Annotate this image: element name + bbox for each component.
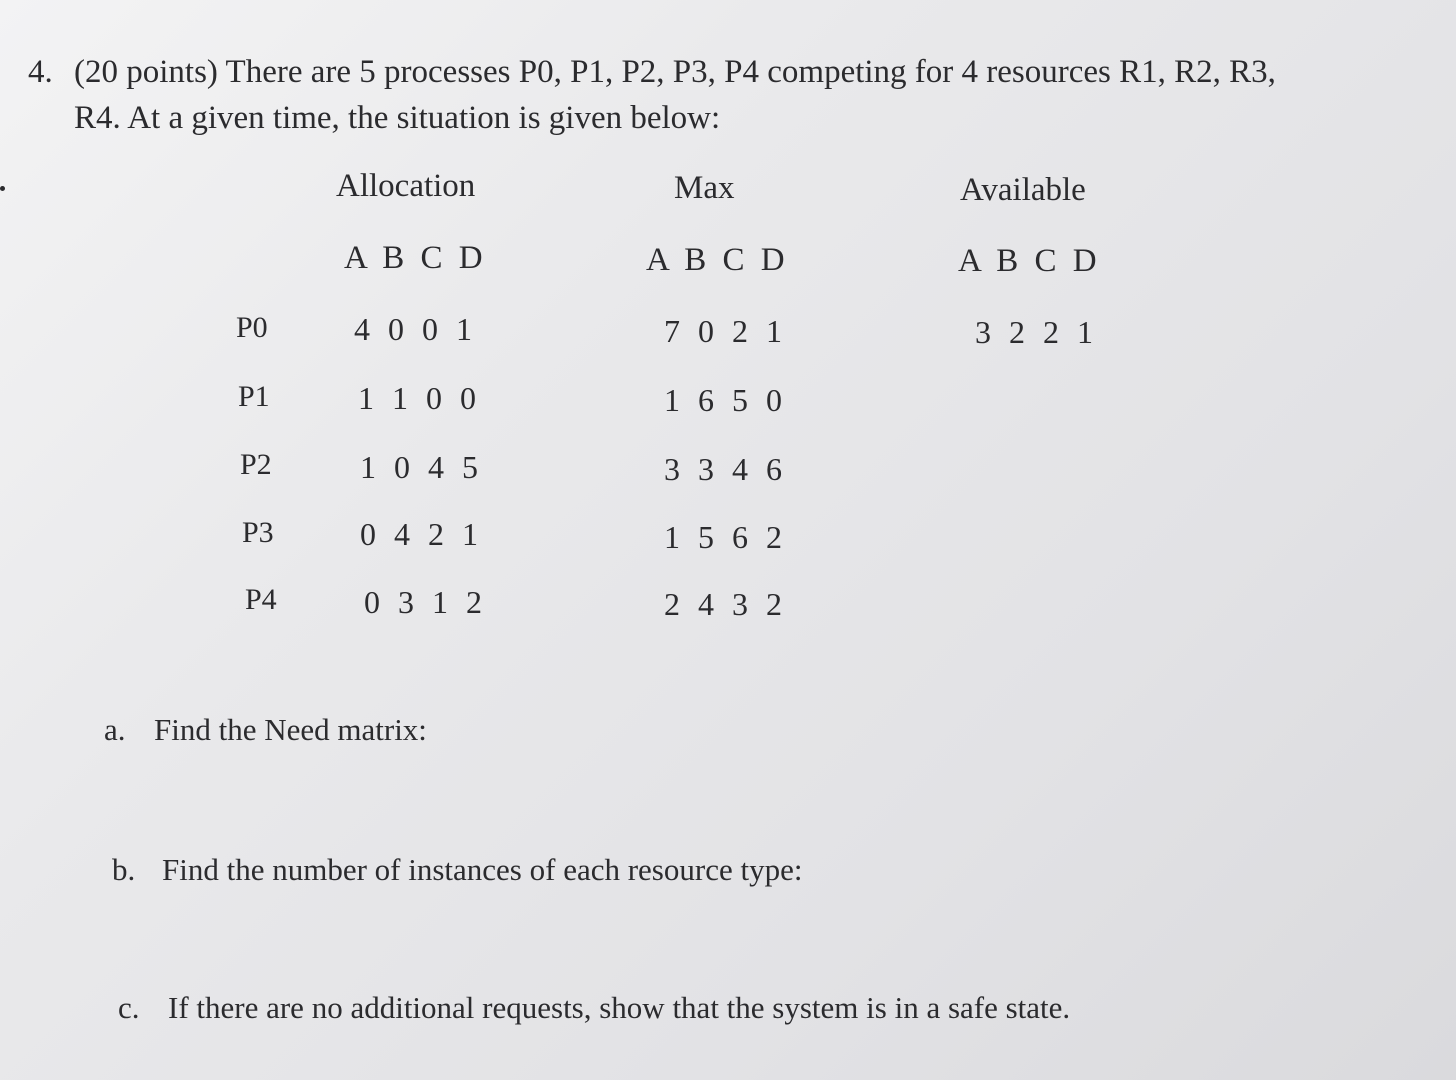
part-a — [104, 712, 427, 748]
allocation-cell: 4 0 0 1 — [354, 311, 477, 347]
allocation-cell: 0 3 1 2 — [364, 584, 487, 620]
allocation-header: Allocation — [336, 168, 476, 204]
question-number: 4. — [28, 54, 53, 90]
part-c — [118, 990, 1070, 1026]
available-values: 3 2 2 1 — [975, 314, 1098, 350]
allocation-subheader: A B C D — [344, 240, 487, 276]
part-letter: a. — [104, 712, 126, 747]
part-letter: c. — [118, 990, 140, 1025]
allocation-cell: 0 4 2 1 — [360, 516, 483, 552]
max-cell: 3 3 4 6 — [664, 451, 787, 487]
part-letter: b. — [112, 852, 136, 887]
allocation-cell: 1 1 0 0 — [358, 380, 481, 416]
process-label: P3 — [242, 516, 274, 549]
available-header: Available — [960, 172, 1086, 208]
part-text: Find the Need matrix: — [154, 712, 427, 747]
part-text: If there are no additional requests, show that the system is in a safe state. — [168, 990, 1071, 1025]
max-subheader: A B C D — [646, 242, 789, 278]
max-cell: 7 0 2 1 — [664, 313, 787, 349]
process-label: P4 — [245, 583, 277, 616]
part-text: Find the number of instances of each resource type: — [162, 852, 803, 887]
max-cell: 2 4 3 2 — [664, 586, 787, 622]
process-label: P2 — [240, 448, 272, 481]
margin-dot — [0, 186, 5, 191]
question-text-line-2: R4. At a given time, the situation is given below: — [74, 100, 721, 136]
allocation-cell: 1 0 4 5 — [360, 449, 483, 485]
max-cell: 1 6 5 0 — [664, 382, 787, 418]
max-header: Max — [674, 170, 735, 206]
question-text-line-1: (20 points) There are 5 processes P0, P1, P2, P3, P4 competing for 4 resources R1, R2, R3, — [74, 54, 1276, 90]
process-label: P1 — [238, 380, 270, 413]
part-b — [112, 852, 802, 888]
available-subheader: A B C D — [958, 243, 1101, 279]
max-cell: 1 5 6 2 — [664, 519, 787, 555]
process-label: P0 — [236, 311, 268, 344]
